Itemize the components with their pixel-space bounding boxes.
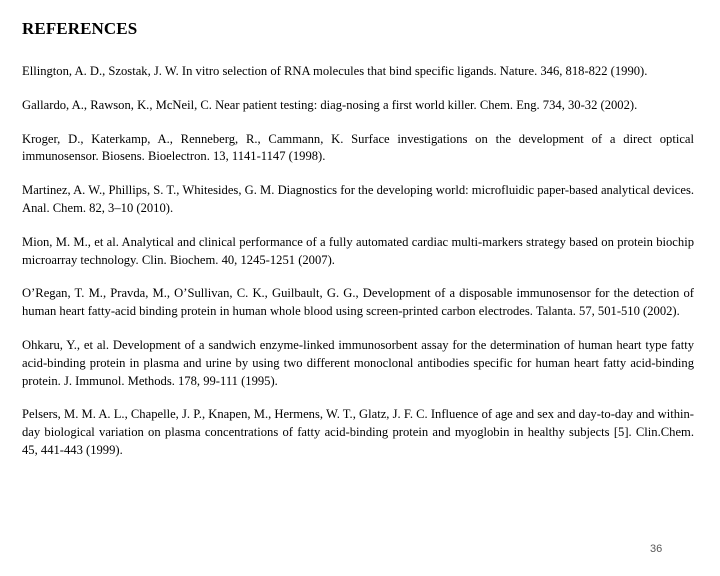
reference-item: O’Regan, T. M., Pravda, M., O’Sullivan, C. K., Guilbault, G. G., Development of a disposable immunosensor for the detection of human heart fatty-acid binding protein in human whole blood using screen-printed carbon electrodes. Talanta. 57, 501-510 (2002). xyxy=(22,286,694,319)
reference-item: Mion, M. M., et al. Analytical and clinical performance of a fully automated cardiac multi-markers strategy based on protein biochip microarray technology. Clin. Biochem. 40, 1245-1251 (2007). xyxy=(22,234,694,267)
reference-list xyxy=(22,63,694,476)
page-number: 36 xyxy=(650,543,663,555)
reference-item: Martinez, A. W., Phillips, S. T., Whitesides, G. M. Diagnostics for the developing world: microfluidic paper-based analytical devices. Anal. Chem. 82, 3–10 (2010). xyxy=(22,183,694,215)
reference-item: Gallardo, A., Rawson, K., McNeil, C. Near patient testing: diag-nosing a first world killer. Chem. Eng. 734, 30-32 (2002). xyxy=(22,97,638,112)
reference-item: Ellington, A. D., Szostak, J. W. In vitro selection of RNA molecules that bind specific ligands. Nature. 346, 818-822 (1990). xyxy=(22,64,648,78)
reference-item: Pelsers, M. M. A. L., Chapelle, J. P., Knapen, M., Hermens, W. T., Glatz, J. F. C. Influence of age and sex and day-to-day and within-day biological variation on plasma concentrations of fatty acid-binding protein and myoglobin in healthy subjects [5]. Clin.Chem. 45, 441-443 (1999). xyxy=(22,407,694,457)
page-title: REFERENCES xyxy=(22,19,138,38)
reference-item: Ohkaru, Y., et al. Development of a sandwich enzyme-linked immunosorbent assay for the determination of human heart type fatty acid-binding protein in plasma and urine by using two different monoclonal antibodies specific for human heart fatty acid-binding protein. J. Immunol. Methods. 178, 99-111 (1995). xyxy=(22,337,694,388)
reference-item: Kroger, D., Katerkamp, A., Renneberg, R., Cammann, K. Surface investigations on the development of a direct optical immunosensor. Biosens. Bioelectron. 13, 1141-1147 (1998). xyxy=(22,131,694,164)
